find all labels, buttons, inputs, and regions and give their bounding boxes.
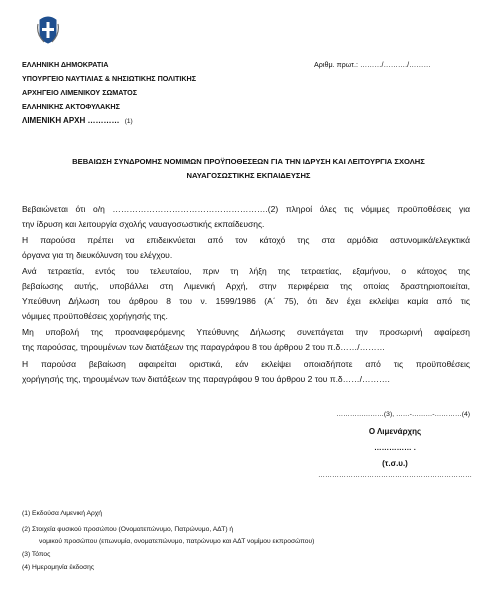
paragraph-line: χορήγησής της, τηρουμένων των διατάξεων της παραγράφου 9 του άρθρου 2 του π.δ……/………. [22, 374, 390, 384]
header-line-3: ΑΡΧΗΓΕΙΟ ΛΙΜΕΝΙΚΟΥ ΣΩΜΑΤΟΣ [22, 88, 138, 97]
paragraph-1 [22, 202, 470, 232]
paragraph-line: την ίδρυση και λειτουργία σχολής ναυαγοσωστικής εκπαίδευσης. [22, 219, 265, 229]
signatory-name-line: …………… . [374, 443, 416, 452]
document-title-line-1: ΒΕΒΑΙΩΣΗ ΣΥΝΔΡΟΜΗΣ ΝΟΜΙΜΩΝ ΠΡΟΫΠΟΘΕΣΕΩΝ ΓΙΑ ΤΗΝ ΙΔΡΥΣΗ ΚΑΙ ΛΕΙΤΟΥΡΓΙΑ ΣΧΟΛΗΣ [72, 157, 425, 166]
signatory-role: Ο Λιμενάρχης [368, 427, 422, 436]
authority-label: ΛΙΜΕΝΙΚΗ ΑΡΧΗ ………… [22, 116, 120, 125]
paragraph-4 [22, 325, 470, 355]
paragraph-2 [22, 233, 470, 263]
paragraph-5 [22, 357, 470, 387]
seal-note: (τ.σ.υ.) [382, 459, 408, 468]
footnote-2-cont: νομικού προσώπου (επωνυμία, ονοματεπώνυμο, πατρώνυμο και ΑΔΤ νομίμου εκπροσώπου) [39, 538, 315, 545]
paragraph-line: όργανα για τη διευκόλυνση του ελέγχου. [22, 250, 173, 260]
paragraph-line: Μη υποβολή της προαναφερόμενης Υπεύθυνης Δήλωσης συνεπάγεται την προσωρινή αφαίρεση [22, 327, 470, 337]
authority-line [22, 116, 133, 125]
protocol-number: Αριθμ. πρωτ.: ………/………./……… [314, 60, 431, 69]
footnote-3: (3) Τόπος [22, 551, 51, 558]
place-date-line: …………………(3), ……-………-…………(4) [336, 411, 470, 418]
document-title-line-2: ΝΑΥΑΓΟΣΩΣΤΙΚΗΣ ΕΚΠΑΙΔΕΥΣΗΣ [186, 171, 311, 180]
header-line-1: ΕΛΛΗΝΙΚΗ ΔΗΜΟΚΡΑΤΙΑ [22, 60, 109, 69]
authority-note: (1) [124, 118, 133, 125]
footnote-2: (2) Στοιχεία φυσικού προσώπου (Ονοματεπώνυμο, Πατρώνυμο, ΑΔΤ) ή [22, 526, 234, 533]
paragraph-line: Η παρούσα πρέπει να επιδεικνύεται από τον κάτοχό της στα αρμόδια αστυνομικά/ελεγκτικά [22, 235, 470, 245]
signature-line: ………………………………………………………… [318, 472, 472, 479]
paragraph-line: Ανά τετραετία, εντός του τελευταίου, πριν τη λήξη της τετραετίας, εξαμήνου, ο κάτοχος της [22, 266, 470, 276]
paragraph-line: βεβαίωσης αυτής, υποβάλλει στη Λιμενική Αρχή, στην περιφέρεια της οποίας δραστηριοποιείται, [22, 281, 470, 291]
paragraph-line: Η παρούσα βεβαίωση αφαιρείται οριστικά, εάν εκλείψει οποιαδήποτε από τις προϋποθέσεις [22, 359, 470, 369]
header-line-4: ΕΛΛΗΝΙΚΗΣ ΑΚΤΟΦΥΛΑΚΗΣ [22, 102, 120, 111]
paragraph-line: Υπεύθυνη Δήλωση του άρθρου 8 του ν. 1599/1986 (Α΄ 75), ότι δεν έχει εκλείψει καμία από τις [22, 296, 470, 306]
paragraph-line: της παρούσας, τηρουμένων των διατάξεων της παραγράφου 8 του άρθρου 2 του π.δ……/……… [22, 342, 386, 352]
footnote-1: (1) Εκδούσα Λιμενική Αρχή [22, 510, 102, 517]
footnote-4: (4) Ημερομηνία έκδοσης [22, 564, 95, 571]
paragraph-line: νόμιμες προϋποθέσεις χορήγησής της. [22, 311, 168, 321]
paragraph-line: Βεβαιώνεται ότι ο/η ……………………………………………….(2) πληροί όλες τις νόμιμες προϋποθέσεις για [22, 204, 470, 214]
header-line-2: ΥΠΟΥΡΓΕΙΟ ΝΑΥΤΙΛΙΑΣ & ΝΗΣΙΩΤΙΚΗΣ ΠΟΛΙΤΙΚΗΣ [22, 74, 197, 83]
greek-emblem-icon [36, 14, 60, 44]
paragraph-3 [22, 264, 470, 324]
